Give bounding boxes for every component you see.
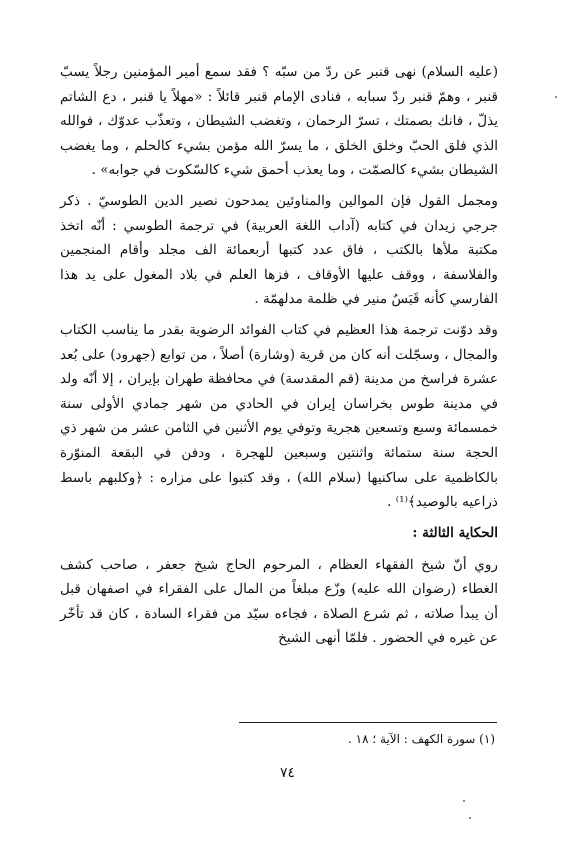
scan-speck (469, 817, 471, 819)
paragraph-1: (عليه السلام) نهى قنبر عن ردّ من سبّه ؟ فقد سمع أمير المؤمنين رجلاً يسبّ قنبر ، وهمّ قنبر ردّ سبابه ، فنادى الإمام قنبر قائلاً : «مهلاً يا قنبر ، دع الشاتم يذلّ ، فانك بصمتك ، تسرّ الرحمان ، وتغضب الشيطان ، وتعذّب عدوّك ، فوالله الذي فلق الحبّ وخلق الخلق ، ما يسرّ الله مؤمن بشيء كالحلم ، وما يغضب الشيطان بشيء كالصمّت ، وما يعذب أحمق شيء كالسّكوت في جوابه» . (60, 64, 498, 179)
paragraph-3: وقد دوّنت ترجمة هذا العظيم في كتاب الفوائد الرضوية بقدر ما يناسب الكتاب والمجال ، وسجّلت أنه كان من قرية (وشارة) أصلاً ، من توابع (جهرود) على بُعد عشرة فراسخ من مدينة (قم المقدسة) في محافظة طهران بإيران ، إلا أنّه ولد في مدينة طوس بخراسان إيران في الحادي من شهر جمادي الأولى سنة خمسمائة وسبع وتسعين هجرية وتوفي يوم الأثنين في الثامن عشر من شهر ذي الحجة سنة ستمائة واثنتين وسبعين للهجرة ، ودفن في البقعة المنوّرة بالكاظمية على ساكنيها (سلام الله) ، وقد كتبوا على مزاره : ﴿وكلبهم باسط ذراعيه بالوصيد﴾⁽¹⁾ . (60, 321, 498, 511)
paragraph-2: ومجمل القول فإن الموالين والمناوئين يمدحون نصير الدين الطوسيّ . ذكر جرجي زيدان في كتابه (آداب اللغة العربية) في ترجمة الطوسي : أنّه اتخذ مكتبة ملأها بالكتب ، فاق عدد كتبها أربعمائة الف مجلد وأقام المنجمين والفلاسفة ، ووقف عليها الأوقاف ، فزها العلم في بلاد المغول على يد هذا الفارسي كأنه قَبَسٌ منير في ظلمة مدلهمّة . (60, 192, 498, 308)
footnote-divider (239, 722, 497, 723)
footnote: (١) سورة الكهف : الآية ؛ ١٨ . (348, 732, 495, 746)
page-body (60, 60, 498, 651)
page-number: ٧٤ (279, 765, 296, 781)
paragraph-4: روي أنّ شيخ الفقهاء العظام ، المرحوم الحاج شيخ جعفر ، صاحب كشف الغطاء (رضوان الله عليه) وزّع مبلغاً من المال على الفقراء في اصفهان قبل أن يبدأ صلاته ، ثم شرع الصلاة ، فجاءه سيّد من فقراء السادة ، كان قد تأخّر عن غيره في الحضور . فلمّا أنهى الشيخ (60, 556, 498, 647)
section-heading: الحكاية الثالثة : (412, 524, 498, 541)
scan-speck (463, 800, 465, 802)
scan-speck (555, 96, 557, 98)
